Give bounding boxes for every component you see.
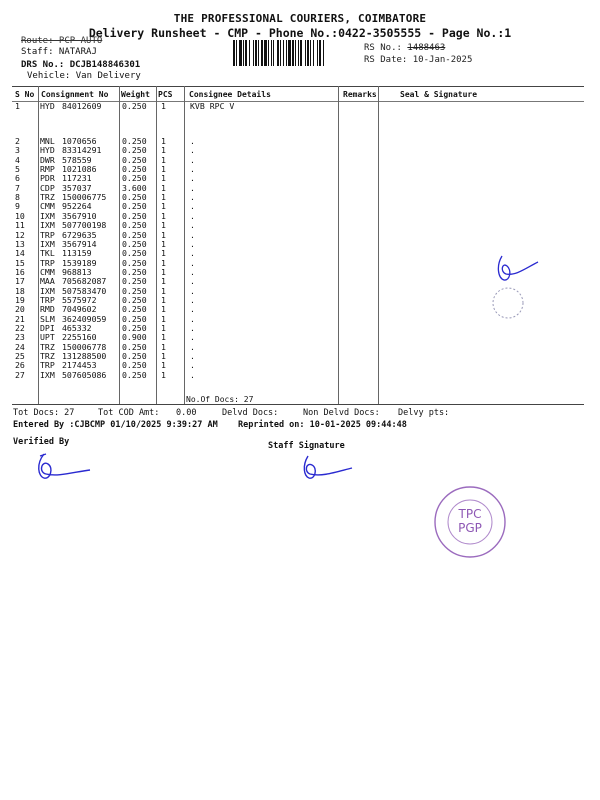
cell-pcs: 1 [161, 248, 166, 259]
cell-sno: 24 [15, 341, 25, 352]
cell-pcs: 1 [161, 266, 166, 277]
cell-sno: 17 [15, 276, 25, 287]
cell-consignee: . [190, 285, 195, 296]
cell-weight: 0.250 [122, 154, 147, 165]
tot-cod-label: Tot COD Amt: [98, 408, 160, 418]
cell-sno: 8 [15, 192, 20, 203]
cell-pcs: 1 [161, 145, 166, 156]
table-top-rule [12, 86, 584, 87]
cell-code: IXM [40, 210, 55, 221]
staff-signature-label: Staff Signature [268, 441, 345, 451]
cell-weight: 0.250 [122, 294, 147, 305]
cell-consignee: . [190, 323, 195, 333]
barcode-bar [245, 40, 247, 66]
cell-consignee: . [190, 210, 195, 221]
cell-consignment: 507583470 [62, 285, 107, 296]
cell-pcs: 1 [161, 229, 166, 240]
cell-sno: 7 [15, 182, 20, 193]
cell-weight: 0.250 [122, 173, 147, 184]
barcode-bar [288, 40, 291, 66]
cell-sno: 22 [15, 323, 25, 333]
cell-consignee: . [190, 276, 195, 287]
cell-code: TKL [40, 248, 55, 259]
cell-code: TRZ [40, 341, 55, 352]
cell-code: DWR [40, 154, 55, 165]
cell-code: UPT [40, 332, 55, 343]
verified-signature [30, 450, 94, 482]
cell-consignment: 2255160 [62, 332, 97, 343]
cell-pcs: 1 [161, 101, 166, 111]
cell-consignee: . [190, 332, 195, 343]
cell-consignment: 1070656 [62, 136, 97, 146]
cell-pcs: 1 [161, 351, 166, 362]
cell-consignment: 3567914 [62, 238, 97, 249]
cell-pcs: 1 [161, 238, 166, 249]
barcode-bar [313, 40, 314, 66]
cell-code: MNL [40, 136, 55, 146]
cell-consignee: . [190, 201, 195, 212]
cell-consignee: . [190, 248, 195, 259]
cell-sno: 21 [15, 313, 25, 324]
barcode-bar [300, 40, 302, 66]
col-header-consignment: Consignment No [41, 90, 109, 99]
cell-consignment: 6729635 [62, 229, 97, 240]
vehicle-label: Vehicle: Van Delivery [27, 71, 141, 81]
cell-consignment: 968813 [62, 266, 92, 277]
cell-weight: 0.250 [122, 201, 147, 212]
cell-weight: 0.250 [122, 248, 147, 259]
cell-weight: 0.250 [122, 360, 147, 371]
cell-sno: 27 [15, 369, 25, 380]
table-row [0, 333, 600, 342]
cell-consignee: . [190, 266, 195, 277]
drs-number: DRS No.: DCJB148846301 [21, 60, 141, 70]
barcode-bar [319, 40, 321, 66]
col-header-seal-signature: Seal & Signature [400, 90, 478, 99]
cell-weight: 3.600 [122, 182, 147, 193]
entered-by: Entered By :CJBCMP 01/10/2025 9:39:27 AM [13, 420, 218, 430]
cell-code: RMP [40, 164, 55, 175]
col-header-sno: S No [15, 90, 35, 99]
verified-by-label: Verified By [13, 437, 70, 447]
cell-code: TRZ [40, 351, 55, 362]
cell-consignment: 952264 [62, 201, 92, 212]
barcode-bar [233, 40, 235, 66]
cell-consignment: 507700198 [62, 220, 107, 231]
cell-pcs: 1 [161, 154, 166, 165]
cell-consignment: 117231 [62, 173, 92, 184]
col-header-consignee: Consignee Details [189, 90, 271, 99]
cell-sno: 4 [15, 154, 20, 165]
barcode-bar [310, 40, 311, 66]
cell-consignee: . [190, 304, 195, 315]
cell-sno: 9 [15, 201, 20, 212]
cell-sno: 26 [15, 360, 25, 371]
barcode-bar [317, 40, 318, 66]
cell-sno: 10 [15, 210, 25, 221]
cell-pcs: 1 [161, 173, 166, 184]
cell-weight: 0.250 [122, 101, 147, 111]
cell-pcs: 1 [161, 313, 166, 324]
cell-pcs: 1 [161, 304, 166, 315]
barcode-bar [286, 40, 287, 66]
tot-cod-value: 0.00 [176, 408, 197, 418]
cell-weight: 0.250 [122, 220, 147, 231]
cell-consignment: 362409059 [62, 313, 107, 324]
rs-info [364, 42, 472, 66]
cell-pcs: 1 [161, 257, 166, 268]
cell-weight: 0.250 [122, 341, 147, 352]
barcode-bar [258, 40, 259, 66]
barcode-bar [268, 40, 269, 66]
table-bottom-rule [12, 404, 584, 405]
cell-weight: 0.250 [122, 323, 147, 333]
cell-code: TRP [40, 229, 55, 240]
cell-consignment: 7049602 [62, 304, 97, 315]
cell-sno: 13 [15, 238, 25, 249]
barcode-bar [261, 40, 263, 66]
cell-consignee: . [190, 351, 195, 362]
delvd-docs: Delvd Docs: [222, 408, 279, 418]
cell-sno: 25 [15, 351, 25, 362]
barcode-bar [264, 40, 267, 66]
barcode-bar [236, 40, 237, 66]
cell-pcs: 1 [161, 341, 166, 352]
cell-consignee: KVB RPC V [190, 101, 235, 111]
cell-weight: 0.250 [122, 145, 147, 156]
barcode-bar [292, 40, 294, 66]
cell-pcs: 1 [161, 201, 166, 212]
cell-consignee: . [190, 369, 195, 380]
cell-consignee: . [190, 360, 195, 371]
cell-code: IXM [40, 285, 55, 296]
cell-code: DPI [40, 323, 55, 333]
cell-consignee: . [190, 313, 195, 324]
cell-consignee: . [190, 220, 195, 231]
cell-weight: 0.250 [122, 351, 147, 362]
cell-pcs: 1 [161, 294, 166, 305]
barcode-bar [307, 40, 309, 66]
cell-code: TRP [40, 360, 55, 371]
barcode-bar [271, 40, 272, 66]
faded-stamp-mark [488, 285, 528, 321]
cell-code: SLM [40, 313, 55, 324]
cell-pcs: 1 [161, 276, 166, 287]
barcode-bar [295, 40, 296, 66]
cell-consignment: 150006775 [62, 192, 107, 203]
cell-consignment: 113159 [62, 248, 92, 259]
cell-sno: 5 [15, 164, 20, 175]
cell-weight: 0.250 [122, 229, 147, 240]
cell-consignment: 1539189 [62, 257, 97, 268]
cell-code: MAA [40, 276, 55, 287]
barcode-bar [239, 40, 242, 66]
cell-weight: 0.250 [122, 257, 147, 268]
cell-weight: 0.250 [122, 369, 147, 380]
cell-consignment: 131288500 [62, 351, 107, 362]
cell-sno: 6 [15, 173, 20, 184]
cell-consignee: . [190, 173, 195, 184]
non-delvd-docs: Non Delvd Docs: [303, 408, 380, 418]
cell-code: IXM [40, 220, 55, 231]
cell-sno: 20 [15, 304, 25, 315]
cell-weight: 0.250 [122, 136, 147, 146]
cell-consignee: . [190, 341, 195, 352]
table-row [0, 371, 600, 380]
barcode-image [233, 40, 357, 66]
barcode-bar [298, 40, 299, 66]
cell-weight: 0.250 [122, 238, 147, 249]
company-title: THE PROFESSIONAL COURIERS, COIMBATORE [173, 12, 427, 25]
cell-code: HYD [40, 101, 55, 111]
cell-pcs: 1 [161, 360, 166, 371]
cell-consignment: 465332 [62, 323, 92, 333]
cell-pcs: 1 [161, 332, 166, 343]
cell-consignment: 3567910 [62, 210, 97, 221]
cell-weight: 0.900 [122, 332, 147, 343]
barcode-bar [243, 40, 244, 66]
cell-sno: 11 [15, 220, 25, 231]
cell-consignment: 150006778 [62, 341, 107, 352]
barcode-bar [283, 40, 284, 66]
cell-pcs: 1 [161, 220, 166, 231]
route-label: Route: PCP AUTO [21, 36, 103, 46]
cell-weight: 0.250 [122, 285, 147, 296]
cell-consignee: . [190, 257, 195, 268]
staff-label: Staff: NATARAJ [21, 47, 97, 57]
cell-consignee: . [190, 182, 195, 193]
stamp-line1: TPC [458, 507, 482, 521]
cell-pcs: 1 [161, 182, 166, 193]
cell-consignee: . [190, 294, 195, 305]
barcode-bar [273, 40, 274, 66]
rs-no-value: 1488463 [407, 43, 446, 53]
cell-weight: 0.250 [122, 266, 147, 277]
cell-sno: 14 [15, 248, 25, 259]
cell-code: CMM [40, 266, 55, 277]
cell-sno: 1 [15, 101, 20, 111]
cell-weight: 0.250 [122, 276, 147, 287]
cell-code: IXM [40, 238, 55, 249]
runsheet-subtitle: Delivery Runsheet - CMP - Phone No.:0422-3505555 - Page No.:1 [88, 26, 512, 40]
cell-sno: 12 [15, 229, 25, 240]
cell-code: RMD [40, 304, 55, 315]
table-row [0, 102, 600, 111]
staff-signature [296, 452, 356, 482]
cell-pcs: 1 [161, 164, 166, 175]
cell-code: TRP [40, 257, 55, 268]
cell-pcs: 1 [161, 192, 166, 203]
cell-consignment: 83314291 [62, 145, 102, 156]
cell-consignee: . [190, 229, 195, 240]
cell-sno: 2 [15, 136, 20, 146]
barcode-bar [277, 40, 279, 66]
seal-signature [492, 250, 542, 284]
cell-pcs: 1 [161, 285, 166, 296]
cell-consignee: . [190, 164, 195, 175]
stamp-line2: PGP [458, 521, 482, 535]
cell-pcs: 1 [161, 136, 166, 146]
cell-pcs: 1 [161, 369, 166, 380]
barcode-bar [280, 40, 281, 66]
cell-consignee: . [190, 154, 195, 165]
table-row [0, 146, 600, 155]
cell-consignment: 5575972 [62, 294, 97, 305]
cell-consignee: . [190, 136, 195, 146]
col-header-weight: Weight [121, 90, 150, 99]
cell-consignee: . [190, 238, 195, 249]
cell-pcs: 1 [161, 323, 166, 333]
cell-weight: 0.250 [122, 192, 147, 203]
cell-weight: 0.250 [122, 164, 147, 175]
cell-weight: 0.250 [122, 313, 147, 324]
cell-sno: 18 [15, 285, 25, 296]
cell-code: HYD [40, 145, 55, 156]
cell-consignment: 2174453 [62, 360, 97, 371]
tot-docs: Tot Docs: 27 [13, 408, 75, 418]
cell-weight: 0.250 [122, 210, 147, 221]
delvy-pts: Delvy pts: [398, 408, 450, 418]
cell-code: CDP [40, 182, 55, 193]
rs-no-label: RS No.: [364, 43, 402, 53]
cell-consignment: 507605086 [62, 369, 107, 380]
cell-consignment: 84012609 [62, 101, 102, 111]
col-header-remarks: Remarks [343, 90, 377, 99]
barcode-bar [323, 40, 324, 66]
no-of-docs: No.Of Docs: 27 [186, 395, 254, 404]
cell-code: PDR [40, 173, 55, 184]
cell-consignment: 578559 [62, 154, 92, 165]
cell-consignment: 357037 [62, 182, 92, 193]
cell-consignment: 1021086 [62, 164, 97, 175]
barcode-bar [249, 40, 250, 66]
cell-pcs: 1 [161, 210, 166, 221]
cell-weight: 0.250 [122, 304, 147, 315]
cell-code: CMM [40, 201, 55, 212]
barcode-bar [255, 40, 257, 66]
cell-code: IXM [40, 369, 55, 380]
cell-sno: 15 [15, 257, 25, 268]
rs-date: RS Date: 10-Jan-2025 [364, 55, 473, 65]
table-row [0, 221, 600, 230]
cell-code: TRP [40, 294, 55, 305]
cell-consignee: . [190, 192, 195, 203]
tpc-round-stamp [432, 484, 508, 560]
cell-sno: 3 [15, 145, 20, 156]
barcode-bar [305, 40, 306, 66]
cell-code: TRZ [40, 192, 55, 203]
cell-sno: 23 [15, 332, 25, 343]
cell-consignee: . [190, 145, 195, 156]
barcode-bar [253, 40, 254, 66]
col-header-pcs: PCS [158, 90, 173, 99]
cell-sno: 19 [15, 294, 25, 305]
cell-consignment: 705682087 [62, 276, 107, 287]
reprinted-on: Reprinted on: 10-01-2025 09:44:48 [238, 420, 407, 430]
cell-sno: 16 [15, 266, 25, 277]
